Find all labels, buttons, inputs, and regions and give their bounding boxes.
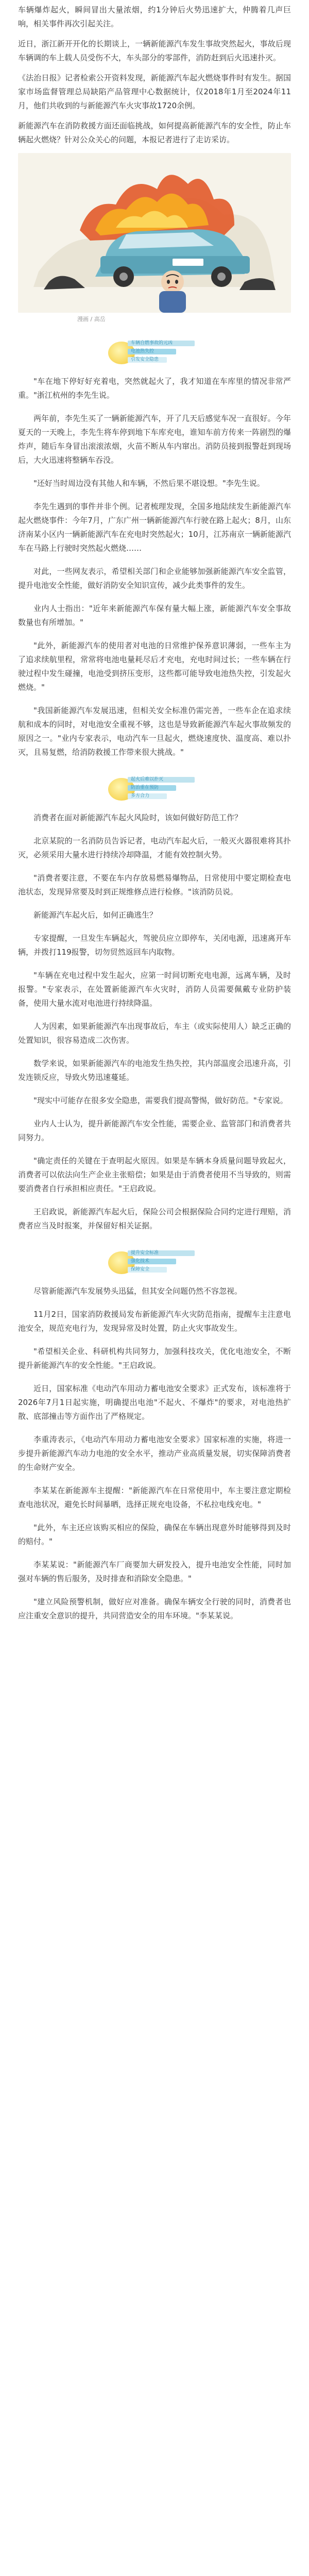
paragraph: "车辆在充电过程中发生起火，应第一时间切断充电电源，远离车辆，及时报警。"专家表示，在处置新能源汽车火灾时，消防人员需要佩戴专业防护装备，使用大量水流对电池进行持续降温。 [18,971,291,1008]
badge-line: 强化技术 [128,1259,176,1264]
paragraph: "我国新能源汽车发展迅速，但相关安全标准仍需完善，一些车企在追求续航和成本的同时，对电池安全重视不够，这也是导致新能源汽车起火事故频发的原因之一。"业内专家表示，电动汽车一旦起火，燃烧速度快、温度高、难以扑灭，且易复燃，给消防救援工作带来很大挑战。" [18,706,291,757]
paragraph: "车在地下停好好充着电，突然就起火了，我才知道在车库里的情况非常严重。"浙江杭州的李先生说。 [18,377,291,400]
paragraph: 李某某说："新能源汽车厂商要加大研发投入，提升电池安全性能，同时加强对车辆的售后服务，及时排查和消除安全隐患。" [18,1560,291,1583]
paragraph: 新能源汽车在消防救援方面还面临挑战，如何提高新能源汽车的安全性，防止车辆起火燃烧？针对公众关心的问题，本报记者进行了走访采访。 [18,121,291,144]
paragraph: "建立风险预警机制，做好应对准备。确保车辆安全行驶的同时，消费者也应注重安全意识的提升，共同营造安全的用车环境。"李某某说。 [18,1597,291,1620]
paragraph: 消费者在面对新能源汽车起火风险时，该如何做好防范工作？ [33,813,243,822]
paragraph: 《法治日报》记者检索公开资料发现，新能源汽车起火燃烧事件时有发生。据国家市场监督管理总局缺陷产品管理中心数据统计，仅2018年1月至2024年11月，他们共收到的与新能源汽车火灾事故1720余例。 [18,73,291,110]
section-badge-2 [103,773,206,803]
paragraph: "确定责任的关键在于查明起火原因。如果是车辆本身质量问题导致起火，消费者可以依法向生产企业主张赔偿；如果是由于消费者使用不当导致的，则需要消费者自行承担相应责任。"王启政说。 [18,1156,291,1193]
badge-line: 车辆自燃事故的元凶 [128,341,195,346]
paragraph: 李重涛表示，《电动汽车用动力蓄电池安全要求》国家标准的实施，将进一步提升新能源汽车动力电池的安全水平，推动产业高质量发展，切实保障消费者的生命财产安全。 [18,1435,291,1472]
section-badge-3 [103,1246,206,1276]
burning-car-cartoon [18,153,291,313]
paragraph: "现实中可能存在很多安全隐患，需要我们提高警惕，做好防范。"专家说。 [33,1096,288,1105]
badge-line: 起火后难以扑灭 [128,777,195,783]
badge-line: 保障安全 [128,1267,167,1273]
paragraph: "消费者要注意，不要在车内存放易燃易爆物品，日常使用中要定期检查电池状态，发现异常要及时到正规维修点进行检修。"该消防员说。 [18,873,291,896]
paragraph: 王启政说，新能源汽车起火后，保险公司会根据保险合同约定进行理赔，消费者应当及时报案，并保留好相关证据。 [18,1207,291,1230]
paragraph: 业内人士认为，提升新能源汽车安全性能，需要企业、监管部门和消费者共同努力。 [18,1119,291,1142]
paragraph: 两年前，李先生买了一辆新能源汽车，开了几天后感觉车况一直很好。今年夏天的一天晚上，李先生将车停到地下车库充电，谁知车前方传来一阵剧烈的爆炸声，随后车身冒出滚滚浓烟，火苗不断从车内窜出。消防员接到报警赶到现场后，大火迅速将整辆车吞没。 [18,414,291,465]
paragraph: 业内人士指出："近年来新能源汽车保有量大幅上涨，新能源汽车安全事故数量也有所增加。" [18,604,291,627]
section-1 [18,375,291,759]
paragraph: 11月2日，国家消防救援局发布新能源汽车火灾防范指南，提醒车主注意电池安全，规范充电行为，发现异常及时处置，防止火灾事故发生。 [18,1310,291,1333]
badge-line: 提升安全标准 [128,1250,195,1256]
paragraph: "此外，新能源汽车的使用者对电池的日常维护保养意识薄弱，一些车主为了追求续航里程，常常将电池电量耗尽后才充电，充电时间过长；一些车辆在行驶过程中发生碰撞，电池受到挤压变形，这些都可能导致电池热失控，引发起火燃烧。" [18,641,291,692]
paragraph: 人为因素，如果新能源汽车出现事故后，车主（或实际使用人）缺乏正确的处置知识，很容易造成二次伤害。 [18,1022,291,1045]
paragraph: 近日，国家标准《电动汽车用动力蓄电池安全要求》正式发布，该标准将于2026年7月1日起实施，明确提出电池"不起火、不爆炸"的要求，对电池热扩散、底部撞击等方面作出了严格规定。 [18,1384,291,1421]
section-3 [18,1284,291,1623]
paragraph: 李某某在新能源车主提醒："新能源汽车在日常使用中，车主要注意定期检查电池状况，避免长时间暴晒，选择正规充电设备，不私拉电线充电。" [18,1486,291,1509]
paragraph: 对此，一些网友表示，希望相关部门和企业能够加强新能源汽车安全监管，提升电池安全性能，做好消防安全知识宣传，减少此类事件的发生。 [18,567,291,590]
paragraph: "此外，车主还应该购买相应的保险，确保在车辆出现意外时能够得到及时的赔付。" [18,1523,291,1546]
paragraph: 近日，浙江新开开化的长期谈上，一辆新能源汽车发生事故突然起火，事故后现车辆调的车上载人员受伤不大，车头部分的零部件，消防赶到后火迅速扑灭。 [18,39,291,62]
paragraph: "还好当时周边没有其他人和车辆，不然后果不堪设想。"李先生说。 [33,479,265,488]
lead-paragraphs [18,0,291,147]
paragraph: "希望相关企业、科研机构共同努力，加强科技攻关，优化电池安全，不断提升新能源汽车的安全性能。"王启政说。 [18,1347,291,1370]
paragraph: 新能源汽车起火后，如何正确逃生？ [33,910,158,920]
badge-line: 多方合力 [128,793,167,799]
paragraph: 数学来说，如果新能源汽车的电池发生热失控，其内部温度会迅速升高，引发连锁反应，导致火势迅速蔓延。 [18,1059,291,1082]
section-badge-1 [103,336,206,366]
cartoon-illustration [18,153,291,313]
badge-line: 电池热失控 [128,349,176,354]
paragraph: 专家提醒，一旦发生车辆起火，驾驶员应立即停车，关闭电源，迅速离开车辆，并拨打119报警，切勿贸然返回车内取物。 [18,934,291,957]
paragraph: 尽管新能源汽车发展势头迅猛，但其安全问题仍然不容忽视。 [33,1286,243,1296]
image-caption: 漫画 / 高岳 [77,316,106,323]
paragraph: 李先生遇到的事件并非个例。记者梳理发现，全国多地陆续发生新能源汽车起火燃烧事件：今年7月，广东广州一辆新能源汽车行驶在路上起火；8月，山东济南某小区内一辆新能源汽车在充电时突然起火；10月，江苏南京一辆新能源汽车在马路上行驶时突然起火燃烧…… [18,502,291,553]
badge-line: 防治重在预防 [128,785,176,791]
section-2 [18,811,291,1233]
badge-line: 引发安全隐患 [128,357,167,363]
paragraph: 北京某院的一名消防员告诉记者，电动汽车起火后，一般灭火器很难将其扑灭，必须采用大量水进行持续冷却降温，才能有效控制火势。 [18,836,291,859]
paragraph: 车辆爆炸起火，瞬间冒出大量浓烟，约1分钟后火势迅速扩大，仲腾着几声巨响，相关事件再次引起关注。 [18,5,291,28]
